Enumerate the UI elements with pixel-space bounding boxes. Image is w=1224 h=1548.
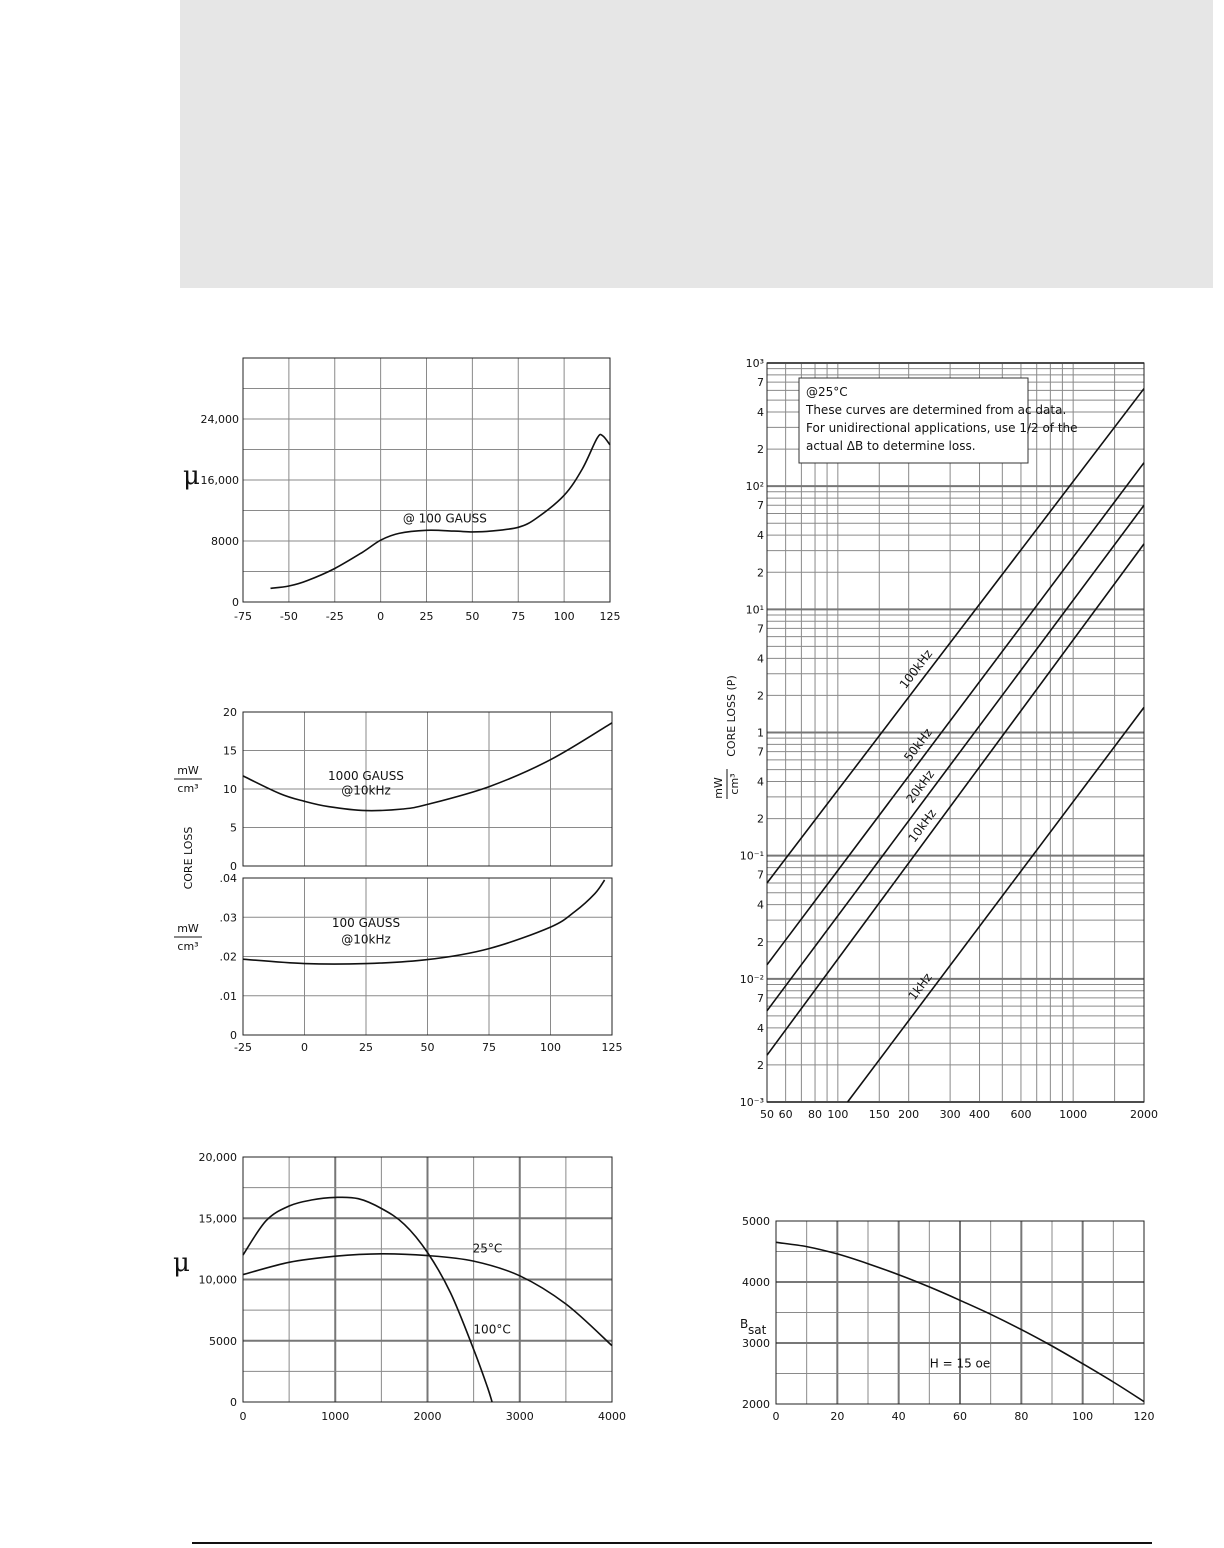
y-tick-label: 20: [223, 706, 237, 719]
y-axis-label: B: [740, 1317, 749, 1331]
annotation: H = 15 oe: [929, 1356, 991, 1371]
y-axis-label: μ: [183, 461, 200, 491]
y-tick-label: 1: [757, 726, 764, 740]
x-tick-label: 75: [482, 1041, 496, 1054]
y-tick-label: 10: [223, 783, 237, 796]
chart-coreloss-100g: [174, 872, 623, 1054]
y-tick-label: 5000: [742, 1215, 770, 1228]
units-bottom: cm³: [728, 773, 741, 795]
y-tick-label: 10³: [745, 357, 764, 370]
x-tick-label: 0: [239, 1410, 247, 1423]
series-label: 100kHz: [896, 646, 936, 692]
chart-coreloss-1000g: [174, 706, 612, 889]
y-tick-label: 3000: [742, 1337, 770, 1350]
y-tick-label: 8000: [211, 535, 239, 548]
units-bottom: cm³: [177, 940, 199, 953]
x-tick-label: 125: [599, 610, 621, 623]
y-minor-tick-label: 4: [757, 898, 764, 912]
annotation: @10kHz: [341, 932, 391, 947]
x-tick-label: 25: [419, 610, 434, 623]
x-tick-label: 50: [760, 1108, 774, 1121]
x-tick-label: 3000: [505, 1410, 534, 1423]
x-tick-label: 1000: [321, 1410, 350, 1423]
y-minor-tick-label: 4: [757, 1021, 764, 1035]
annotation: 100°C: [473, 1322, 511, 1337]
y-minor-tick-label: 7: [757, 499, 764, 513]
y-tick-label: 4000: [742, 1276, 770, 1289]
y-minor-tick-label: 2: [757, 689, 764, 703]
footer-rule: [192, 1542, 1152, 1544]
x-tick-label: 50: [420, 1041, 435, 1054]
y-minor-tick-label: 4: [757, 652, 764, 666]
x-tick-label: 0: [772, 1410, 780, 1423]
y-tick-label: 10²: [745, 480, 764, 494]
x-tick-label: 100: [553, 610, 575, 623]
series-label: 10kHz: [905, 806, 940, 845]
annotation: @ 100 GAUSS: [402, 511, 487, 526]
x-tick-label: 50: [465, 610, 480, 623]
chart-bsat-vs-temp: [740, 1215, 1155, 1423]
y-axis-label: CORE LOSS (P): [725, 675, 738, 757]
y-minor-tick-label: 4: [757, 529, 764, 543]
y-minor-tick-label: 4: [757, 406, 764, 420]
y-tick-label: 0: [230, 1029, 237, 1042]
y-tick-label: 20,000: [198, 1151, 237, 1164]
y-minor-tick-label: 4: [757, 775, 764, 789]
x-tick-label: 0: [301, 1041, 308, 1054]
x-tick-label: -25: [325, 610, 344, 623]
y-minor-tick-label: 2: [757, 443, 764, 457]
chart-perm-vs-freq: [173, 1151, 626, 1423]
annotation: 1000 GAUSS: [328, 768, 404, 783]
y-minor-tick-label: 7: [757, 868, 764, 882]
x-tick-label: 2000: [413, 1410, 442, 1423]
y-axis-label-sub: sat: [748, 1323, 767, 1337]
legend-line: These curves are determined from ac data.: [806, 403, 1067, 417]
x-tick-label: 150: [868, 1108, 890, 1121]
annotation: 25°C: [472, 1241, 503, 1256]
legend-line: @25°C: [806, 385, 848, 399]
x-tick-label: 300: [939, 1108, 961, 1121]
x-tick-label: 75: [511, 610, 526, 623]
units-top: mW: [177, 764, 199, 777]
x-tick-label: 60: [953, 1410, 967, 1423]
y-tick-label: .01: [219, 989, 237, 1003]
y-tick-label: 10⁻¹: [739, 849, 764, 863]
annotation: 100 GAUSS: [331, 916, 401, 931]
series-label: 20kHz: [903, 767, 938, 806]
y-axis-label: CORE LOSS: [182, 826, 195, 890]
y-tick-label: .02: [219, 950, 237, 964]
series-label: 1kHz: [905, 970, 935, 1003]
x-tick-label: 80: [808, 1108, 823, 1121]
x-tick-label: 80: [1014, 1410, 1029, 1423]
y-minor-tick-label: 2: [757, 812, 764, 826]
y-minor-tick-label: 7: [757, 622, 764, 636]
legend-line: actual ΔB to determine loss.: [806, 439, 976, 453]
x-tick-label: -75: [234, 610, 252, 623]
y-minor-tick-label: 7: [757, 745, 764, 759]
x-tick-label: 100: [540, 1041, 561, 1054]
y-tick-label: 5: [230, 821, 237, 835]
y-tick-label: 10¹: [745, 603, 764, 617]
flux-series-20khz: [767, 505, 1144, 1011]
annotation: @10kHz: [341, 783, 391, 798]
x-tick-label: 120: [1133, 1410, 1155, 1423]
y-tick-label: 15: [223, 744, 237, 758]
x-tick-label: 400: [969, 1108, 991, 1121]
y-minor-tick-label: 7: [757, 991, 764, 1005]
x-tick-label: 125: [601, 1041, 623, 1054]
y-tick-label: 5000: [209, 1334, 237, 1348]
y-minor-tick-label: 2: [757, 1058, 764, 1072]
y-minor-tick-label: 2: [757, 935, 764, 949]
units-bottom: cm³: [177, 782, 199, 795]
y-tick-label: .04: [219, 872, 237, 885]
x-tick-label: 600: [1010, 1108, 1032, 1121]
units-top: mW: [712, 777, 725, 799]
y-tick-label: 2000: [742, 1398, 770, 1411]
x-tick-label: 40: [891, 1410, 906, 1423]
chart-perm-vs-temp: [183, 358, 621, 623]
y-tick-label: .03: [219, 911, 237, 925]
x-tick-label: 4000: [598, 1410, 626, 1423]
y-tick-label: 10⁻³: [739, 1096, 764, 1109]
y-tick-label: 0: [230, 860, 237, 873]
x-tick-label: 60: [778, 1108, 793, 1121]
y-tick-label: 0: [232, 596, 239, 609]
x-tick-label: 0: [377, 610, 385, 623]
x-tick-label: 200: [898, 1108, 920, 1121]
y-tick-label: 24,000: [200, 413, 239, 426]
y-minor-tick-label: 7: [757, 376, 764, 390]
x-tick-label: 100: [1072, 1410, 1094, 1423]
y-axis-label: μ: [173, 1248, 190, 1278]
x-tick-label: -25: [234, 1041, 252, 1054]
x-tick-label: 2000: [1130, 1108, 1158, 1121]
legend-line: For unidirectional applications, use 1/2 of the: [806, 421, 1078, 435]
x-tick-label: -50: [279, 610, 298, 623]
y-tick-label: 10,000: [198, 1273, 237, 1287]
y-tick-label: 16,000: [200, 474, 239, 487]
x-tick-label: 100: [827, 1108, 849, 1121]
y-minor-tick-label: 2: [757, 566, 764, 580]
series-label: 50kHz: [901, 725, 935, 765]
y-tick-label: 0: [230, 1396, 237, 1409]
x-tick-label: 20: [830, 1410, 845, 1423]
units-top: mW: [177, 922, 199, 935]
flux-series-50khz: [767, 463, 1144, 965]
y-tick-label: 15,000: [198, 1212, 237, 1226]
x-tick-label: 25: [359, 1041, 373, 1054]
chart-core-loss-vs-flux: [712, 357, 1158, 1121]
x-tick-label: 1000: [1059, 1108, 1088, 1121]
y-tick-label: 10⁻²: [739, 972, 764, 986]
